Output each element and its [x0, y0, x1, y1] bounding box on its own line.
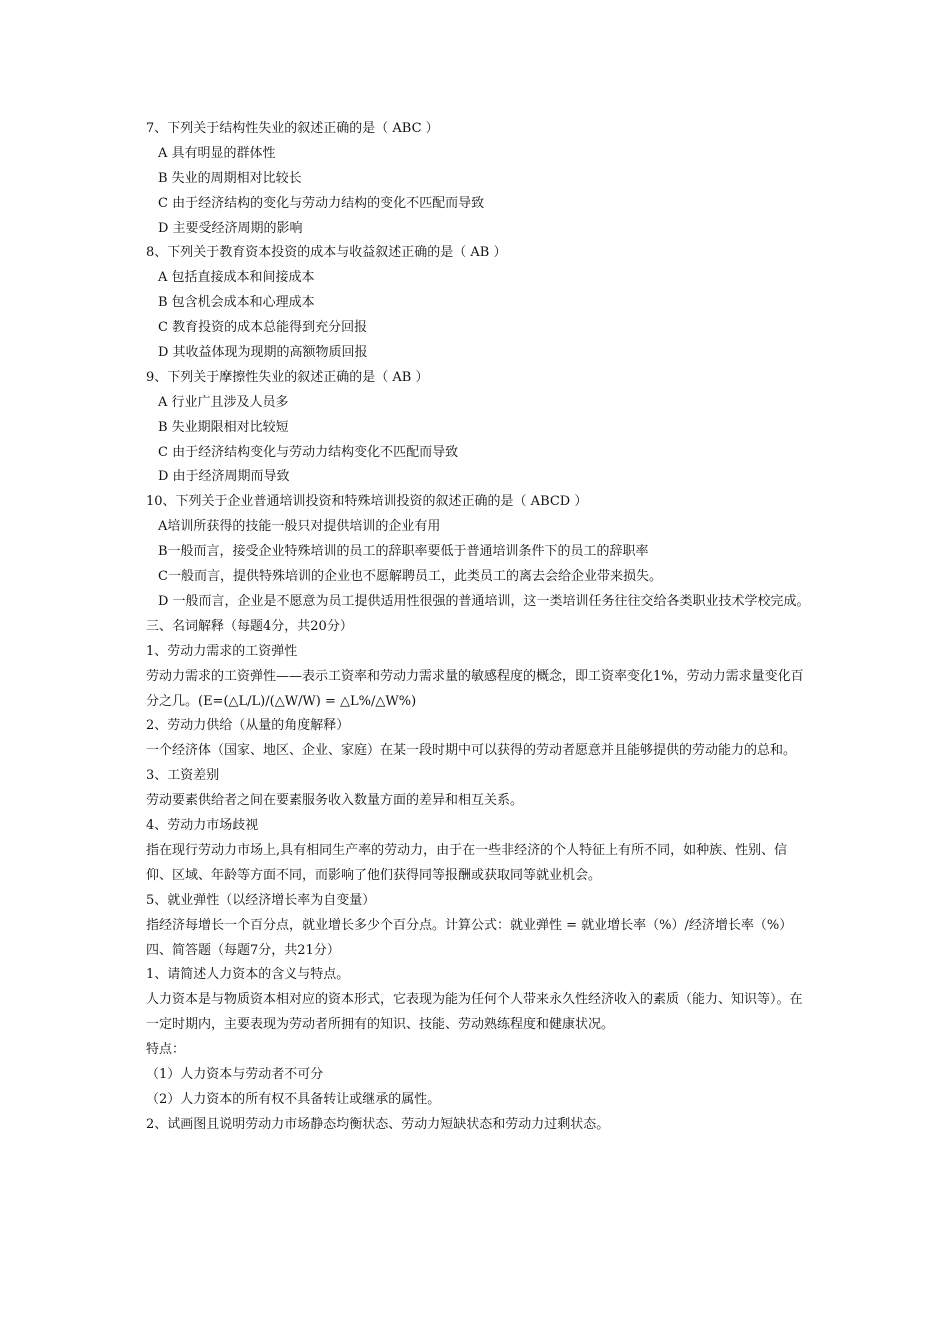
- short-answer-1-features-label: 特点：: [146, 1042, 186, 1058]
- question-7-option-b: B 失业的周期相对比较长: [158, 170, 302, 186]
- term-3-body: 劳动要素供给者之间在要素服务收入数量方面的差异和相互关系。: [146, 793, 524, 809]
- term-4-body: 指在现行劳动力市场上,具有相同生产率的劳动力，由于在一些非经济的个人特征上有所不同，如种族、性别、信仰、区域、年龄等方面不同，而影响了他们获得同等报酬或获取同等就业机会。: [146, 842, 788, 883]
- question-7-option-d: D 主要受经济周期的影响: [158, 220, 303, 236]
- question-8-option-b: B 包含机会成本和心理成本: [158, 295, 315, 311]
- question-8-stem: 8、下列关于教育资本投资的成本与收益叙述正确的是（ AB ）: [146, 245, 507, 261]
- term-5-title: 5、就业弹性（以经济增长率为自变量）: [146, 892, 376, 908]
- question-8-option-a: A 包括直接成本和间接成本: [158, 270, 315, 286]
- question-9-option-a: A 行业广且涉及人员多: [158, 394, 289, 410]
- term-2-title: 2、劳动力供给（从量的角度解释）: [146, 718, 350, 734]
- question-10-option-b: B一般而言，接受企业特殊培训的员工的辞职率要低于普通培训条件下的员工的辞职率: [158, 544, 649, 560]
- question-10-option-c: C一般而言，提供特殊培训的企业也不愿解聘员工，此类员工的离去会给企业带来损失。: [158, 569, 662, 585]
- section-4-heading: 四、简答题（每题7分，共21分）: [146, 942, 340, 958]
- question-9-stem: 9、下列关于摩擦性失业的叙述正确的是（ AB ）: [146, 369, 429, 385]
- question-10-stem: 10、下列关于企业普通培训投资和特殊培训投资的叙述正确的是（ ABCD ）: [146, 494, 588, 510]
- short-answer-1-feature-2: （2）人力资本的所有权不具备转让或继承的属性。: [146, 1091, 441, 1107]
- question-8-option-c: C 教育投资的成本总能得到充分回报: [158, 320, 368, 336]
- short-answer-1-body: 人力资本是与物质资本相对应的资本形式，它表现为能为任何个人带来永久性经济收入的素质（能力、知识等）。在一定时期内，主要表现为劳动者所拥有的知识、技能、劳动熟练程度和健康状况。: [146, 992, 803, 1033]
- term-2-body: 一个经济体（国家、地区、企业、家庭）在某一段时期中可以获得的劳动者愿意并且能够提供的劳动能力的总和。: [146, 743, 797, 759]
- question-9-option-b: B 失业期限相对比较短: [158, 419, 289, 435]
- short-answer-2-title: 2、试画图且说明劳动力市场静态均衡状态、劳动力短缺状态和劳动力过剩状态。: [146, 1116, 610, 1132]
- question-7-option-c: C 由于经济结构的变化与劳动力结构的变化不匹配而导致: [158, 195, 485, 211]
- question-7-stem: 7、下列关于结构性失业的叙述正确的是（ ABC ）: [146, 121, 439, 136]
- term-1-body: 劳动力需求的工资弹性——表示工资率和劳动力需求量的敏感程度的概念，即工资率变化1%，劳动力需求量变化百分之几。(E=(△L/L)/(△W/W) = △L%/△W%): [146, 668, 804, 709]
- term-1-title: 1、劳动力需求的工资弹性: [146, 643, 298, 659]
- term-4-title: 4、劳动力市场歧视: [146, 818, 259, 834]
- document-page: [146, 117, 810, 1138]
- term-3-title: 3、工资差别: [146, 768, 220, 784]
- question-7-option-a: A 具有明显的群体性: [158, 145, 276, 161]
- term-5-body: 指经济每增长一个百分点，就业增长多少个百分点。计算公式：就业弹性 = 就业增长率（%）/经济增长率（%）: [146, 917, 793, 933]
- question-9-option-c: C 由于经济结构变化与劳动力结构变化不匹配而导致: [158, 444, 459, 460]
- question-10-option-d: D 一般而言，企业是不愿意为员工提供适用性很强的普通培训，这一类培训任务往往交给各类职业技术学校完成。: [158, 593, 810, 609]
- short-answer-1-title: 1、请简述人力资本的含义与特点。: [146, 967, 350, 983]
- question-9-option-d: D 由于经济周期而导致: [158, 469, 290, 485]
- short-answer-1-feature-1: （1）人力资本与劳动者不可分: [146, 1067, 324, 1082]
- question-8-option-d: D 其收益体现为现期的高额物质回报: [158, 345, 368, 361]
- section-3-heading: 三、名词解释（每题4分，共20分）: [146, 618, 353, 634]
- question-10-option-a: A培训所获得的技能一般只对提供培训的企业有用: [158, 519, 441, 535]
